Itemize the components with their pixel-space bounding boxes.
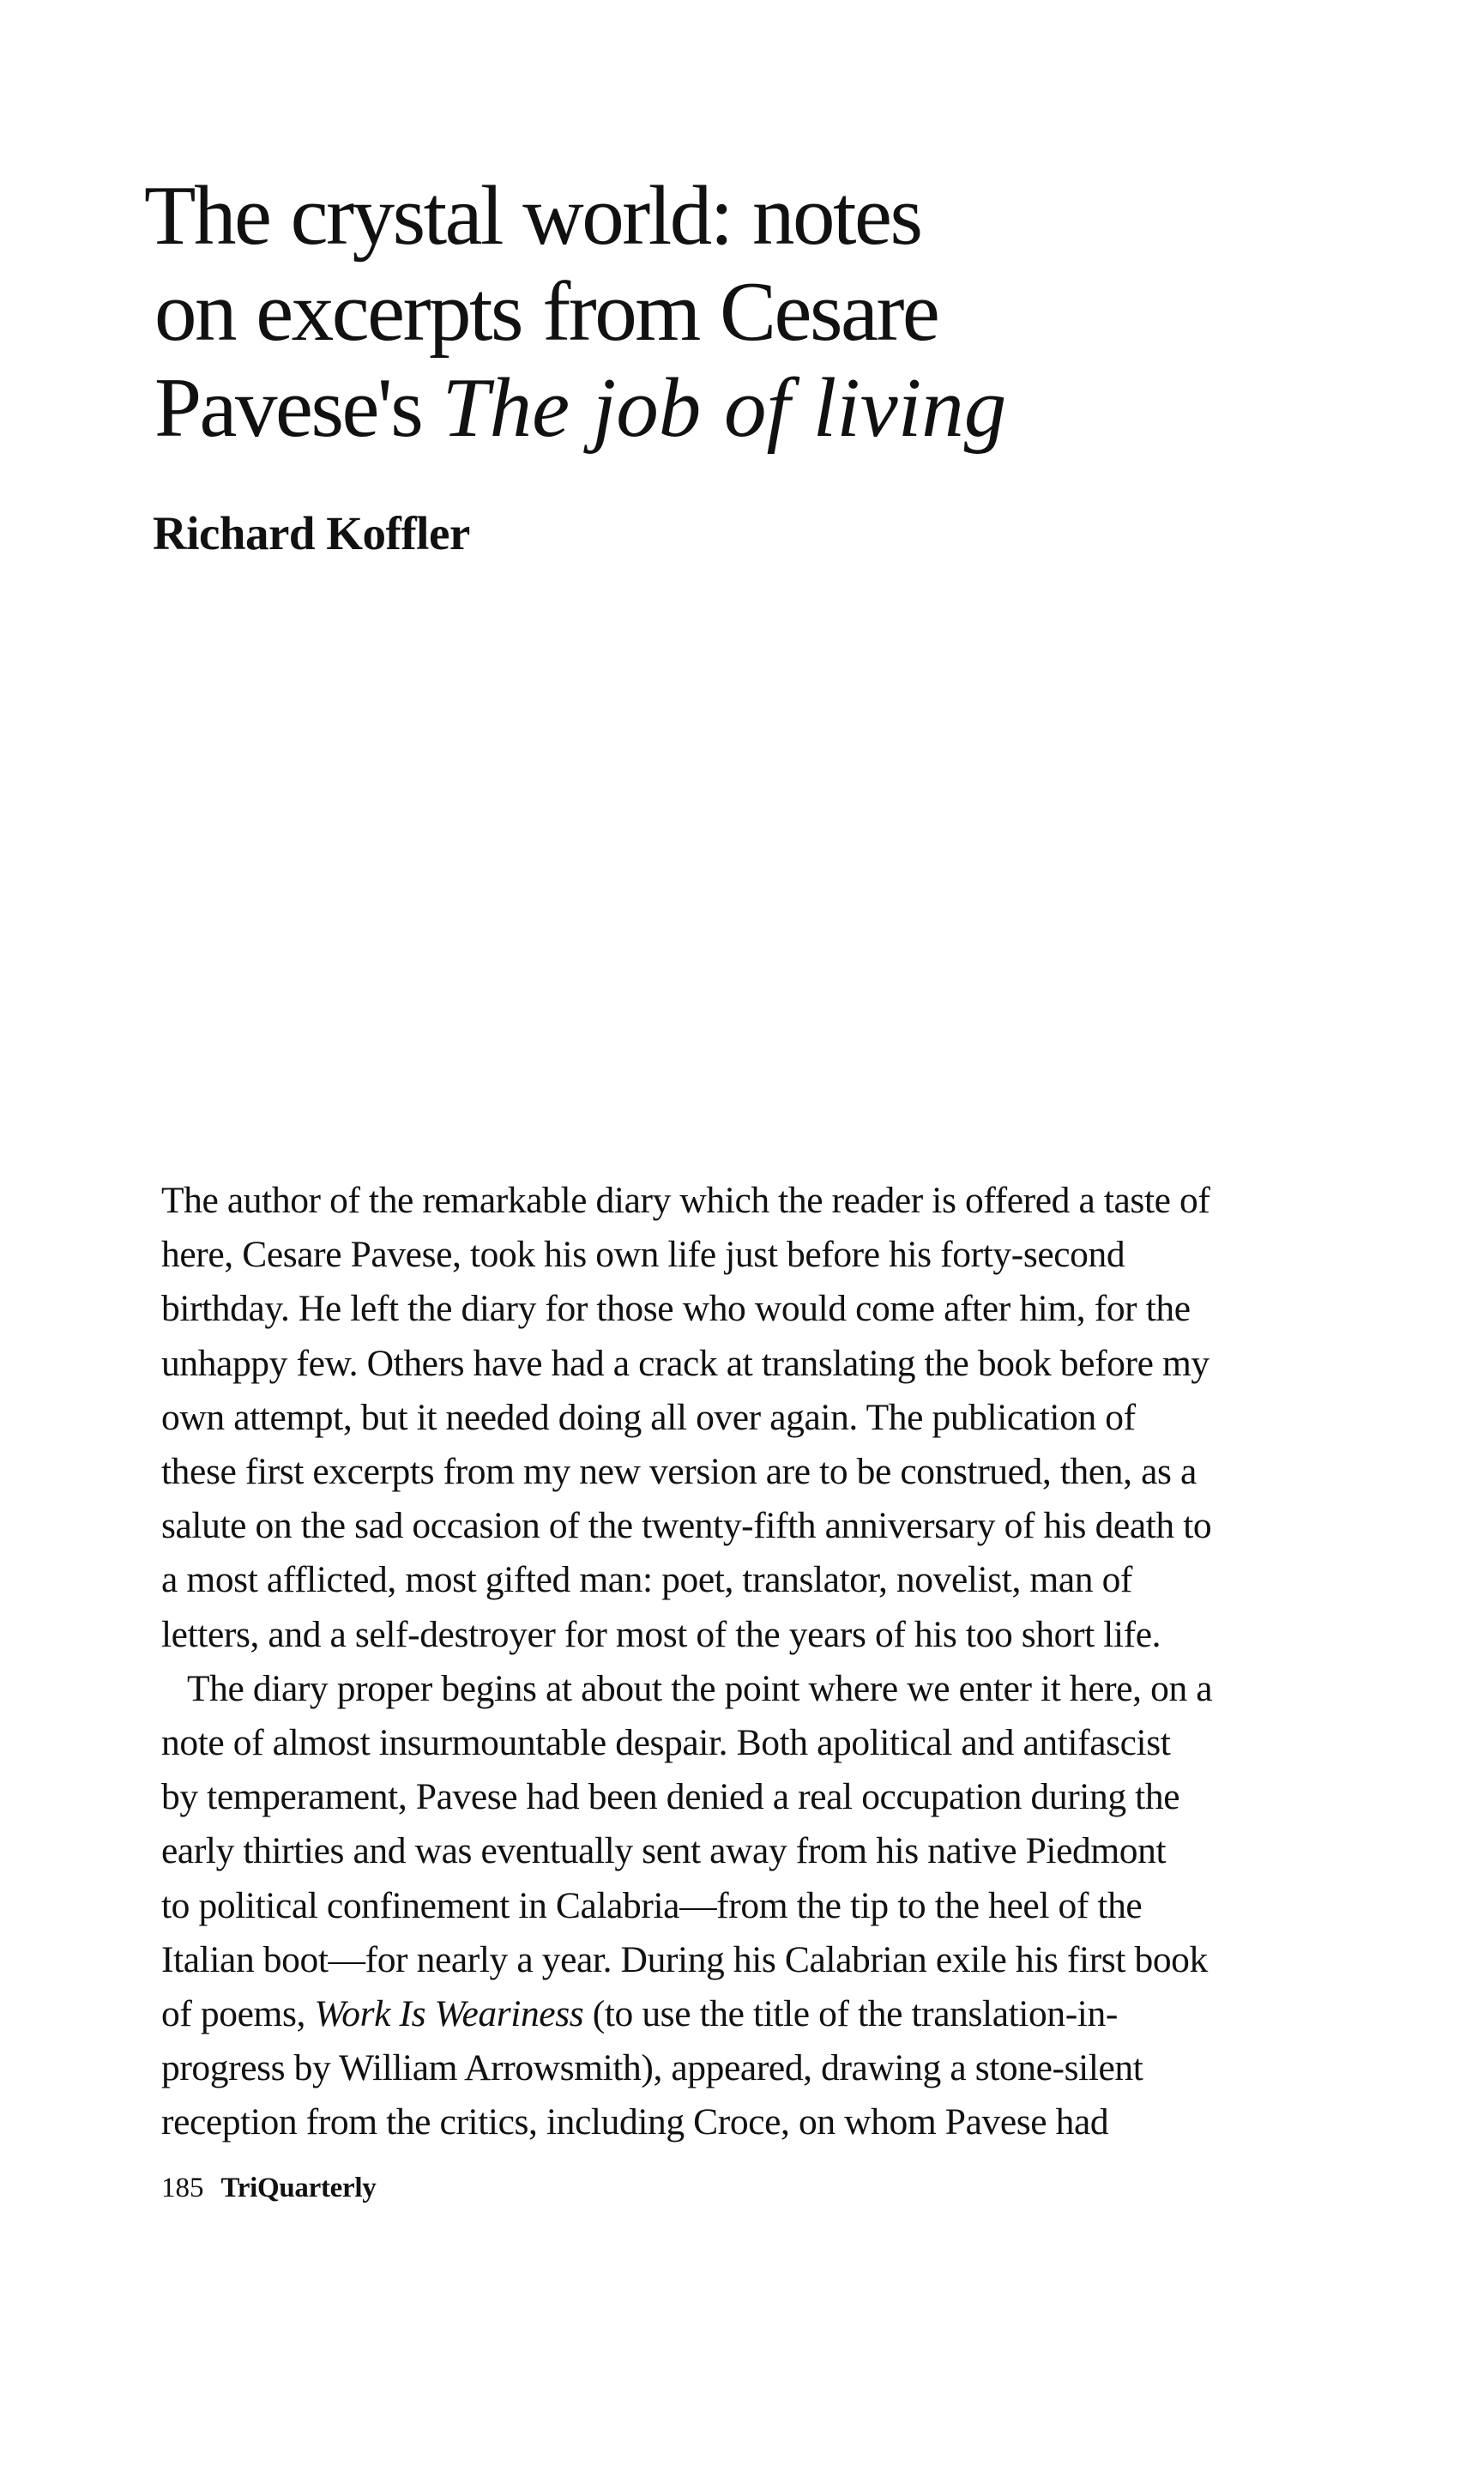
text-line: letters, and a self-destroyer for most of the years of his too short life. (161, 1613, 1161, 1655)
text-line: own attempt, but it needed doing all over again. The publication of (161, 1396, 1136, 1438)
text-line: here, Cesare Pavese, took his own life just before his forty-second (161, 1234, 1125, 1276)
text-line: early thirties and was eventually sent away from his native Piedmont (161, 1830, 1167, 1872)
book-title-italic: The job of living (442, 361, 1007, 455)
paragraph-2 (161, 1662, 1362, 2150)
text-line: a most afflicted, most gifted man: poet, translator, novelist, man of (161, 1559, 1133, 1601)
text-line: note of almost insurmountable despair. Both apolitical and antifascist (161, 1722, 1171, 1764)
text-line: birthday. He left the diary for those who would come after him, for the (161, 1288, 1191, 1330)
text-line: The diary proper begins at about the point where we enter it here, on a (187, 1667, 1213, 1709)
text-line: The author of the remarkable diary which the reader is offered a taste of (161, 1180, 1210, 1221)
text-line: these first excerpts from my new version are to be construed, then, as a (161, 1451, 1197, 1493)
title-line-3 (144, 360, 1345, 456)
paragraph-1 (161, 1174, 1362, 1662)
page-footer (161, 2171, 376, 2205)
article-title (144, 168, 1345, 456)
text-line: salute on the sad occasion of the twenty-fifth anniversary of his death to (161, 1505, 1212, 1547)
text-line: to political confinement in Calabria—from the tip to the heel of the (161, 1884, 1143, 1926)
text-line: progress by William Arrowsmith), appeared, drawing a stone-silent (161, 2047, 1143, 2089)
text-line-with-italic (161, 1987, 1362, 2041)
journal-name: TriQuarterly (220, 2173, 377, 2203)
page-number: 185 (161, 2173, 204, 2203)
text-line: reception from the critics, including Croce, on whom Pavese had (161, 2101, 1109, 2143)
text-fragment: (to use the title of the translation-in- (583, 1993, 1118, 2035)
poem-collection-title: Work Is Weariness (314, 1993, 584, 2035)
title-line-3-prefix: Pavese's (154, 361, 443, 455)
article-body (161, 1174, 1362, 2150)
text-line: by temperament, Pavese had been denied a real occupation during the (161, 1776, 1180, 1818)
text-line: unhappy few. Others have had a crack at translating the book before my (161, 1342, 1210, 1384)
title-line-2: on excerpts from Cesare (154, 265, 938, 359)
title-line-1: The crystal world: notes (144, 169, 921, 263)
author-name: Richard Koffler (153, 507, 470, 559)
text-fragment: of poems, (161, 1993, 315, 2035)
text-line: Italian boot—for nearly a year. During his Calabrian exile his first book (161, 1938, 1208, 1980)
